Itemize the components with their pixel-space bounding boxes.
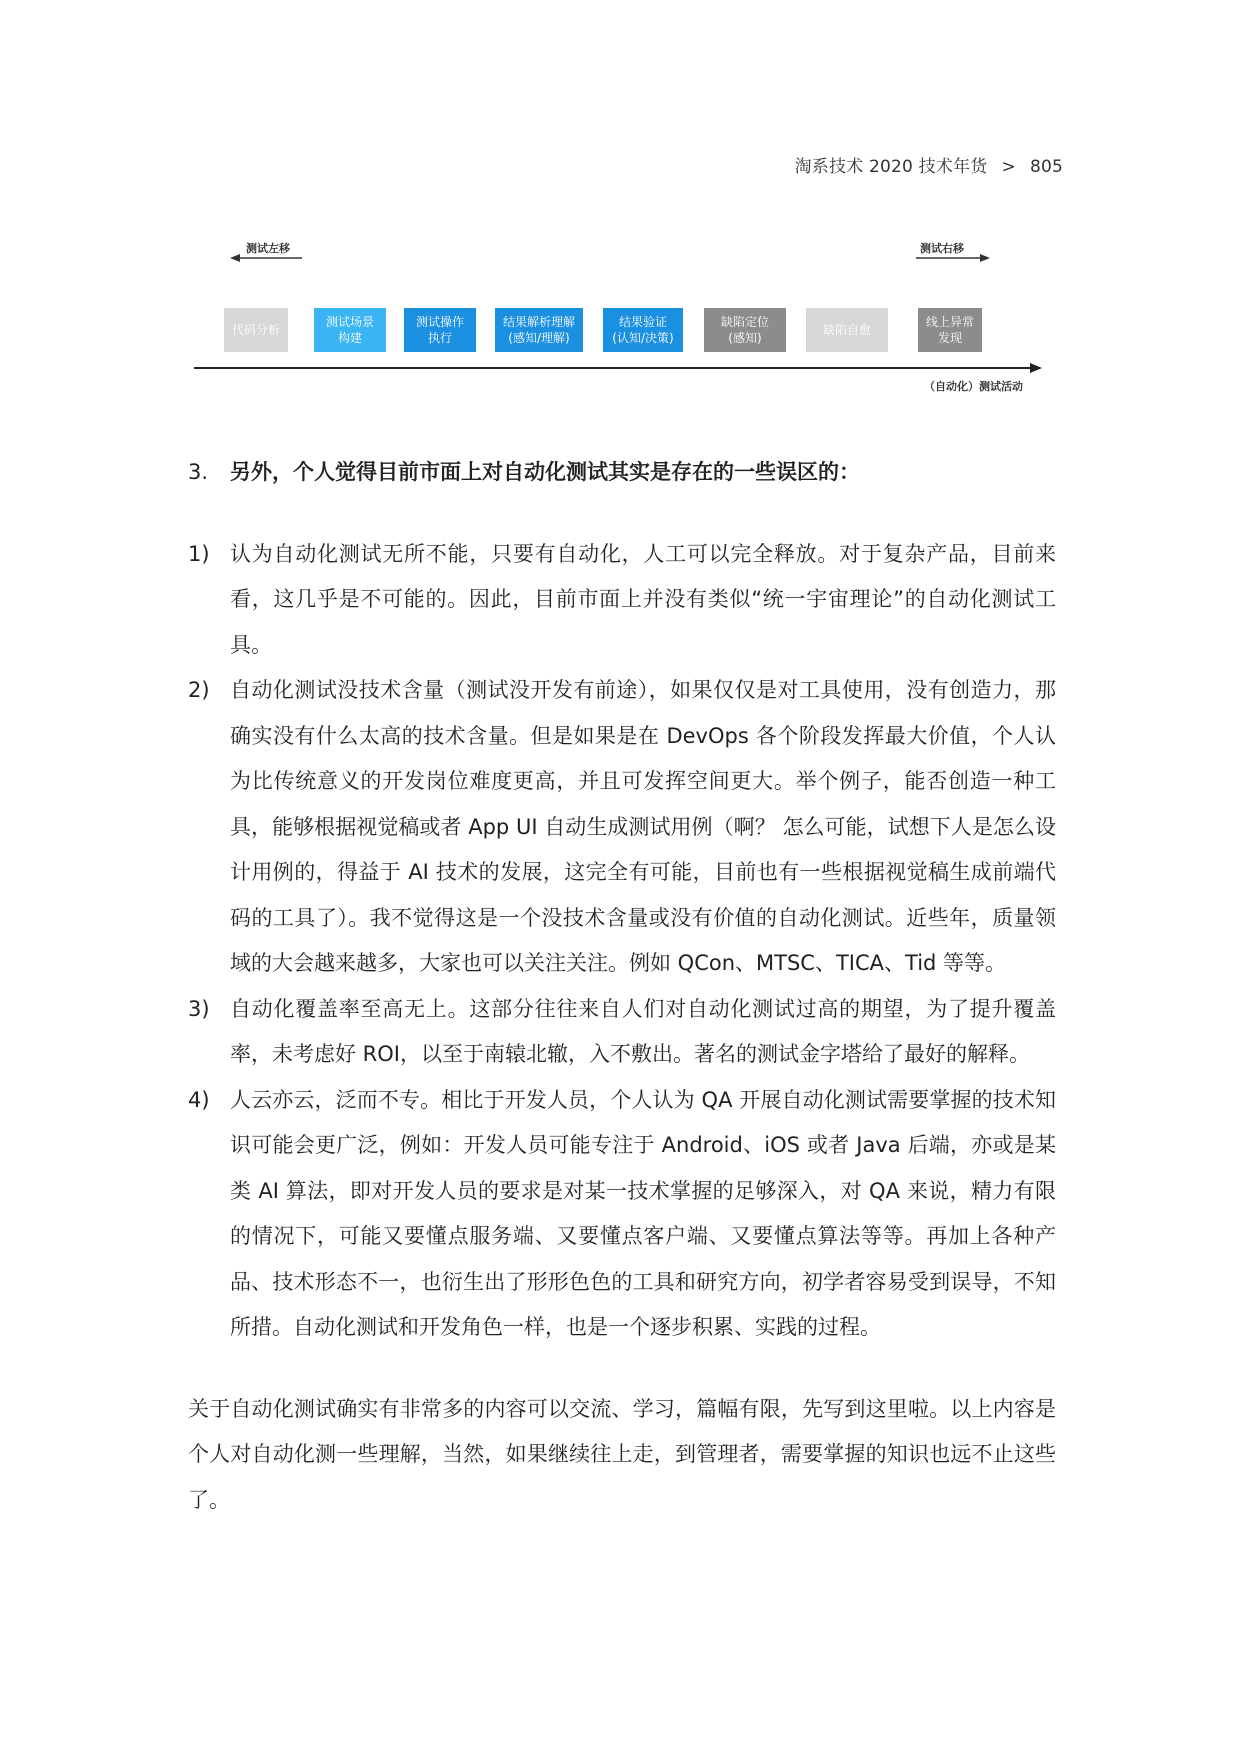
misconception-list (188, 532, 1056, 1351)
stage-result-verification (603, 308, 683, 352)
list-marker: 3) (188, 996, 210, 1021)
list-marker: 1) (188, 541, 210, 566)
stage-code-analysis (224, 308, 288, 352)
stage-sublabel: (感知) (728, 331, 762, 345)
stage-sublabel: 执行 (427, 331, 452, 345)
article-body (188, 450, 1056, 1523)
running-header (795, 152, 1063, 177)
stage-sublabel: 发现 (937, 331, 962, 345)
book-title: 淘系技术 2020 技术年货 (794, 157, 988, 177)
list-item (188, 668, 1056, 987)
stage-label: 缺陷自愈 (822, 323, 871, 337)
header-separator: > (1001, 157, 1016, 177)
shift-left-arrowhead (230, 254, 240, 262)
stage-sublabel: (认知/决策) (612, 331, 674, 345)
page-number: 805 (1029, 157, 1063, 177)
axis-label: （自动化）测试活动 (924, 380, 1023, 393)
stage-test-scenario (314, 308, 386, 352)
stage-label: 测试操作 (415, 315, 464, 329)
list-item-text: 自动化测试没技术含量（测试没开发有前途），如果仅仅是对工具使用，没有创造力，那确实没有什么太高的技术含量。但是如果是在 DevOps 各个阶段发挥最大价值，个人认为比传统意义的开发岗位难度更高，并且可发挥空间更大。举个例子，能否创造一种工具，能够根据视觉稿或者 App UI 自动生成测试用例（啊？ 怎么可能，试想下人是怎么设计用例的，得益于 AI 技术的发展，这完全有可能，目前也有一些根据视觉稿生成前端代码的工具了）。我不觉得这是一个没技术含量或没有价值的自动化测试。近些年，质量领域的大会越来越多，大家也可以关注关注。例如 QCon、MTSC、TICA、Tid 等等。 (230, 678, 1056, 975)
stage-label: 代码分析 (231, 323, 280, 337)
axis-arrowhead (1030, 363, 1042, 373)
list-item-text: 认为自动化测试无所不能，只要有自动化，人工可以完全释放。对于复杂产品，目前来看，这几乎是不可能的。因此，目前市面上并没有类似“统一宇宙理论”的自动化测试工具。 (230, 541, 1056, 657)
stage-result-parsing (495, 308, 583, 352)
closing-paragraph: 关于自动化测试确实有非常多的内容可以交流、学习，篇幅有限，先写到这里啦。以上内容是个人对自动化测一些理解，当然，如果继续往上走，到管理者，需要掌握的知识也远不止这些了。 (188, 1396, 1056, 1512)
stage-label: 缺陷定位 (720, 315, 769, 329)
list-item (188, 532, 1056, 669)
shift-right-arrowhead (980, 254, 990, 262)
stage-label: 结果解析理解 (502, 315, 575, 329)
stage-defect-location (704, 308, 786, 352)
list-item-text: 人云亦云，泛而不专。相比于开发人员，个人认为 QA 开展自动化测试需要掌握的技术知识可能会更广泛，例如：开发人员可能专注于 Android、iOS 或者 Java 后端，亦或是某类 AI 算法，即对开发人员的要求是对某一技术掌握的足够深入，对 QA 来说，精力有限的情况下，可能又要懂点服务端、又要懂点客户端、又要懂点算法等等。再加上各种产品、技术形态不一，也衍生出了形形色色的工具和研究方向，初学者容易受到误导，不知所措。自动化测试和开发角色一样，也是一个逐步积累、实践的过程。 (230, 1087, 1056, 1339)
list-item (188, 1078, 1056, 1351)
list-marker: 4) (188, 1087, 210, 1112)
shift-right-label: 测试右移 (920, 242, 964, 255)
list-item-text: 自动化覆盖率至高无上。这部分往往来自人们对自动化测试过高的期望，为了提升覆盖率，未考虑好 ROI，以至于南辕北辙，入不敷出。著名的测试金字塔给了最好的解释。 (230, 996, 1056, 1066)
section-heading-text: 另外，个人觉得目前市面上对自动化测试其实是存在的一些误区的： (230, 460, 860, 484)
stage-sublabel: (感知/理解) (508, 331, 570, 345)
stage-label: 结果验证 (618, 315, 667, 329)
shift-left-label: 测试左移 (246, 242, 290, 255)
stage-defect-self-healing (806, 308, 888, 352)
stage-label: 测试场景 (325, 315, 374, 329)
test-shift-diagram (190, 236, 1050, 406)
section-number: 3. (188, 460, 209, 484)
stage-label: 线上异常 (925, 315, 974, 329)
section-heading (188, 450, 1056, 496)
stage-test-execution (404, 308, 476, 352)
stage-sublabel: 构建 (337, 331, 362, 345)
list-item (188, 987, 1056, 1078)
stage-online-anomaly (918, 308, 982, 352)
list-marker: 2) (188, 678, 210, 702)
